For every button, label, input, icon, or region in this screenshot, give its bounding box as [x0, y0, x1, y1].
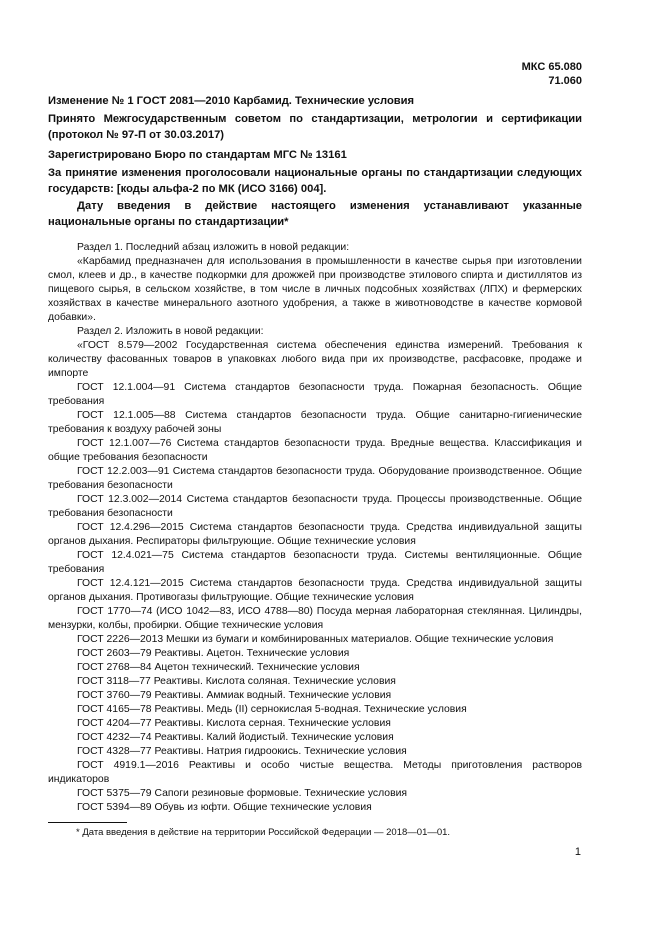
- reference-item: ГОСТ 2768—84 Ацетон технический. Технические условия: [77, 662, 360, 673]
- reference-item: ГОСТ 12.4.121—2015 Система стандартов безопасности труда. Средства индивидуальной защиты органов дыхания. Противогазы фильтрующие. Общие технические условия: [48, 578, 582, 603]
- voting-statement: За принятие изменения проголосовали национальные органы по стандартизации следующих государств: [коды альфа-2 по МК (ИСО 3166) 004].: [48, 167, 582, 195]
- reference-item: ГОСТ 3760—79 Реактивы. Аммиак водный. Технические условия: [77, 690, 392, 701]
- classification-codes: [522, 60, 582, 88]
- reference-item: ГОСТ 4232—74 Реактивы. Калий йодистый. Технические условия: [77, 732, 394, 743]
- amendment-body: [48, 241, 582, 815]
- reference-item: ГОСТ 4919.1—2016 Реактивы и особо чистые вещества. Методы приготовления растворов индикаторов: [48, 760, 582, 785]
- reference-item: ГОСТ 12.1.007—76 Система стандартов безопасности труда. Вредные вещества. Классификация и общие требования безопасности: [48, 438, 582, 463]
- reference-item: ГОСТ 12.4.296—2015 Система стандартов безопасности труда. Средства индивидуальной защиты органов дыхания. Респираторы фильтрующие. Общие технические условия: [48, 522, 582, 547]
- effective-date-statement: Дату введения в действие настоящего изменения устанавливают указанные национальные органы по стандартизации*: [48, 200, 582, 228]
- section1-heading: Раздел 1. Последний абзац изложить в новой редакции:: [77, 242, 350, 253]
- footnote: * Дата введения в действие на территории Российской Федерации — 2018—01—01.: [76, 827, 451, 838]
- reference-item: ГОСТ 3118—77 Реактивы. Кислота соляная. Технические условия: [77, 676, 396, 687]
- reference-item: «ГОСТ 8.579—2002 Государственная система обеспечения единства измерений. Требования к количеству фасованных товаров в упаковках любого вида при их производстве, расфасовке, продаже и импорте: [48, 340, 582, 379]
- reference-item: ГОСТ 1770—74 (ИСО 1042—83, ИСО 4788—80) Посуда мерная лабораторная стеклянная. Цилиндры, мензурки, колбы, пробирки. Общие технические условия: [48, 606, 582, 631]
- reference-item: ГОСТ 5375—79 Сапоги резиновые формовые. Технические условия: [77, 788, 408, 799]
- footnote-divider: [48, 822, 127, 823]
- reference-item: ГОСТ 12.2.003—91 Система стандартов безопасности труда. Оборудование производственное. Общие требования безопасности: [48, 466, 582, 491]
- reference-item: ГОСТ 4165—78 Реактивы. Медь (II) сернокислая 5-водная. Технические условия: [77, 704, 467, 715]
- reference-item: ГОСТ 5394—89 Обувь из юфти. Общие технические условия: [77, 802, 372, 813]
- reference-item: ГОСТ 4204—77 Реактивы. Кислота серная. Технические условия: [77, 718, 391, 729]
- mks-code-2: 71.060: [548, 75, 582, 87]
- reference-list: [48, 339, 582, 815]
- reference-item: ГОСТ 12.1.005—88 Система стандартов безопасности труда. Общие санитарно-гигиенические требования к воздуху рабочей зоны: [48, 410, 582, 435]
- section2-heading: Раздел 2. Изложить в новой редакции:: [77, 326, 264, 337]
- mks-code-1: МКС 65.080: [521, 61, 582, 73]
- amendment-title: Изменение № 1 ГОСТ 2081—2010 Карбамид. Технические условия: [48, 95, 415, 107]
- adopted-statement: Принято Межгосударственным советом по стандартизации, метрологии и сертификации (протокол № 97-П от 30.03.2017): [48, 113, 582, 141]
- reference-item: ГОСТ 12.4.021—75 Система стандартов безопасности труда. Системы вентиляционные. Общие требования: [48, 550, 582, 575]
- reference-item: ГОСТ 12.1.004—91 Система стандартов безопасности труда. Пожарная безопасность. Общие требования: [48, 382, 582, 407]
- section1-text: «Карбамид предназначен для использования в промышленности в качестве сырья при изготовлении смол, клеев и др., в качестве подкормки для дрожжей при производстве этилового спирта и дистиллятов из пищевого сырья, в сельском хозяйстве, в том числе в личных подсобных хозяйствах (ЛПХ) и фермерских хозяйствах в качестве минерального азотного удобрения, а также в животноводстве в качестве кормовой добавки».: [48, 256, 582, 323]
- registration-statement: Зарегистрировано Бюро по стандартам МГС № 13161: [48, 149, 347, 161]
- reference-item: ГОСТ 2603—79 Реактивы. Ацетон. Технические условия: [77, 648, 350, 659]
- page-number: 1: [574, 846, 581, 858]
- reference-item: ГОСТ 12.3.002—2014 Система стандартов безопасности труда. Процессы производственные. Общие требования безопасности: [48, 494, 582, 519]
- reference-item: ГОСТ 4328—77 Реактивы. Натрия гидроокись. Технические условия: [77, 746, 407, 757]
- reference-item: ГОСТ 2226—2013 Мешки из бумаги и комбинированных материалов. Общие технические условия: [77, 634, 554, 645]
